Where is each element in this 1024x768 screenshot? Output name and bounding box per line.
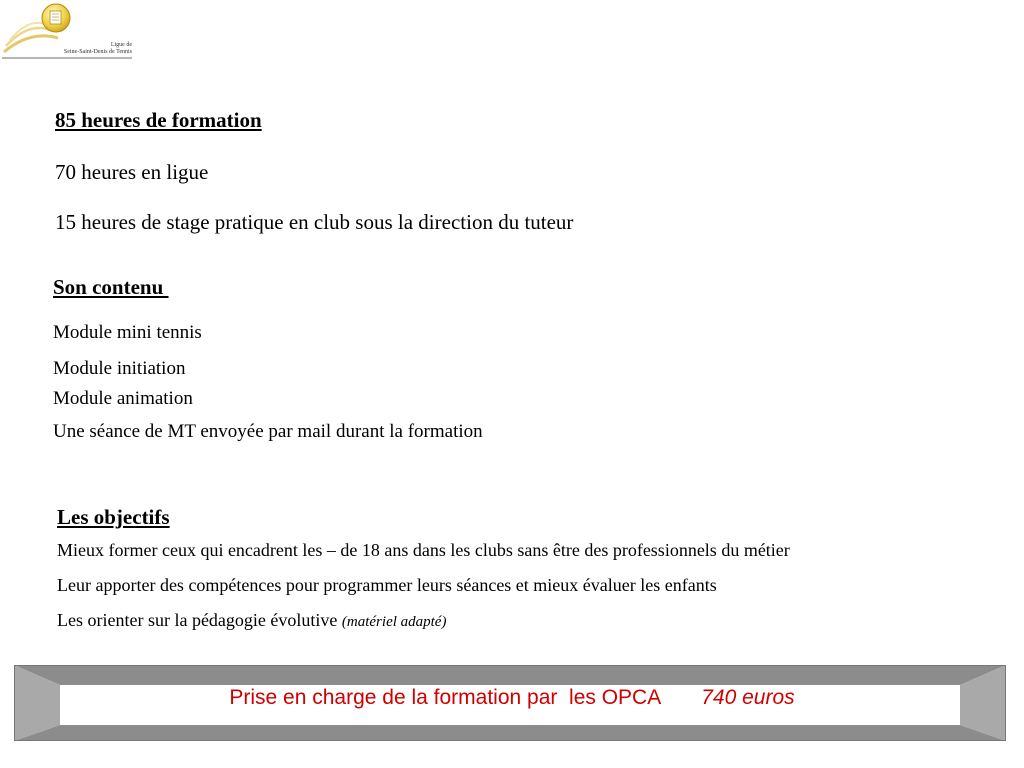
league-logo (0, 0, 140, 64)
objectif-item-competences: Leur apporter des compétences pour programmer leurs séances et mieux évaluer les enfants (57, 575, 717, 595)
contenu-item-animation: Module animation (53, 388, 193, 409)
opca-banner-price: 740 euros (701, 686, 795, 709)
opca-banner-text (0, 686, 1024, 710)
objectif-item-former: Mieux former ceux qui encadrent les – de 18 ans dans les clubs sans être des professionnels du métier (57, 540, 790, 560)
contenu-item-mini-tennis: Module mini tennis (53, 322, 202, 343)
logo-line-1: Ligue de (110, 42, 132, 48)
formation-title: 85 heures de formation (55, 108, 262, 132)
contenu-item-initiation: Module initiation (53, 358, 186, 379)
logo-line-2: Seine-Saint-Denis de Tennis (63, 49, 132, 55)
formation-item-ligue: 70 heures en ligue (55, 160, 209, 184)
contenu-item-seance: Une séance de MT envoyée par mail durant la formation (53, 421, 483, 442)
objectif-note: (matériel adapté) (341, 614, 447, 630)
objectif-item-pedagogie (57, 610, 446, 631)
objectif-item-pedagogie-text: Les orienter sur la pédagogie évolutive (57, 610, 342, 630)
objectifs-title: Les objectifs (57, 505, 170, 529)
contenu-title: Son contenu (53, 275, 169, 299)
formation-item-stage: 15 heures de stage pratique en club sous la direction du tuteur (55, 210, 574, 234)
opca-banner-label: Prise en charge de la formation par les OPCA (229, 686, 662, 709)
